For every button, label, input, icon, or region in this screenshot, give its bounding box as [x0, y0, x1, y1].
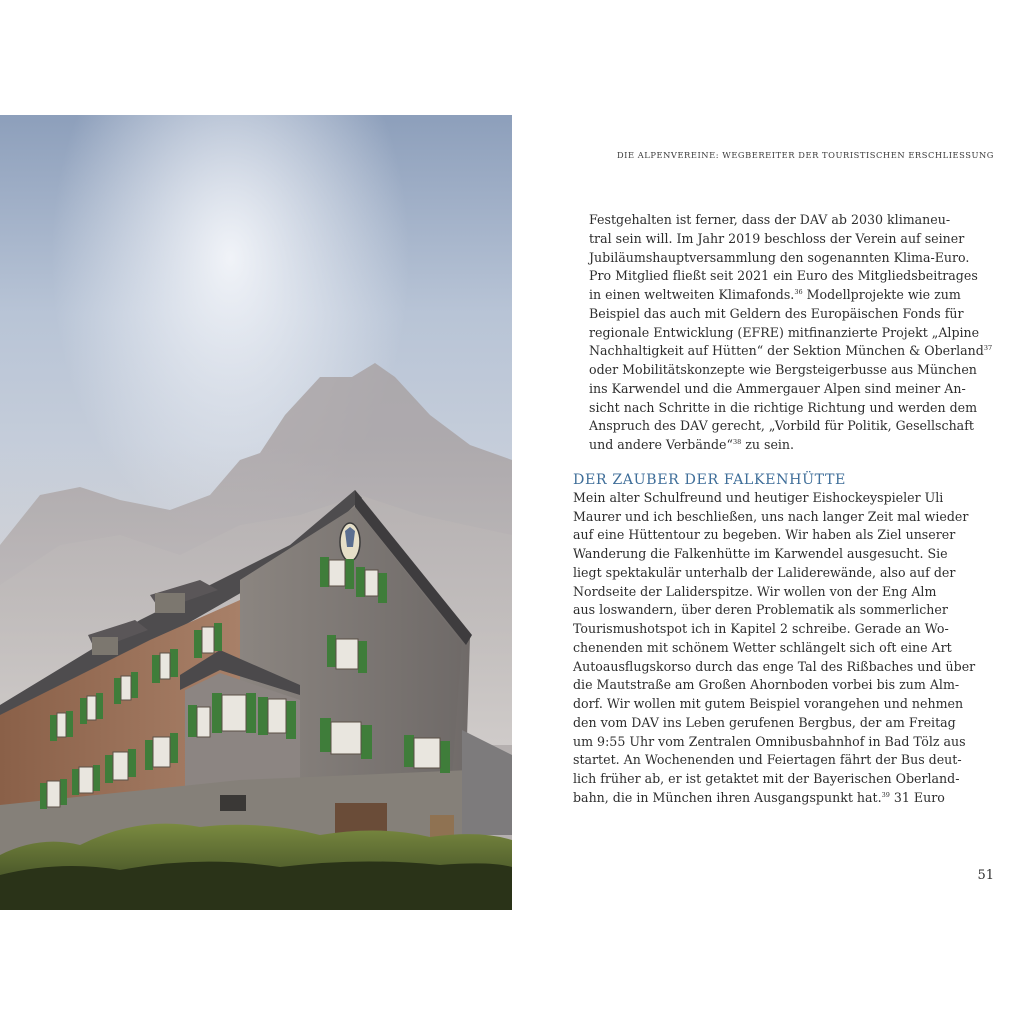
text-line — [573, 789, 945, 808]
footnote-ref-36[interactable]: 36 — [794, 288, 803, 296]
text-line: um 9:55 Uhr vom Zentralen Omnibusbahnhof in Bad Tölz aus — [573, 733, 966, 749]
footnote-ref-39[interactable]: 39 — [881, 790, 890, 799]
text-line — [573, 436, 928, 455]
text-line: Mein alter Schulfreund und heutiger Eishockeyspieler Uli — [573, 489, 944, 505]
mountain-hut-photo — [0, 115, 512, 910]
text-line: regionale Entwicklung (EFRE) mitfinanzierte Projekt „Alpine — [589, 324, 980, 340]
text-line: Jubiläumshauptversammlung den sogenannten Klima-Euro. — [589, 249, 970, 265]
text-line: Festgehalten ist ferner, dass der DAV ab 2030 klimaneu- — [589, 212, 951, 227]
text-line: oder Mobilitätskonzepte wie Bergsteigerbusse aus München — [589, 362, 977, 377]
section-heading: DER ZAUBER DER FALKENHÜTTE — [573, 471, 847, 488]
text-fragment: Modellprojekte wie zum — [802, 287, 961, 302]
text-line: Anspruch des DAV gerecht, „Vorbild für Politik, Gesellschaft — [589, 418, 974, 434]
text-fragment: und andere Verbände“ — [589, 437, 733, 452]
text-line: Autoausflugskorso durch das enge Tal des Rißbaches und über — [573, 658, 976, 674]
text-line: die Mautstraße am Großen Ahornboden vorbei bis zum Alm- — [573, 677, 960, 693]
text-fragment: Nachhaltigkeit auf Hütten“ der Sektion München & Oberland — [589, 343, 984, 359]
text-fragment: bahn, die in München ihren Ausgangspunkt hat. — [573, 789, 882, 805]
text-fragment: zu sein. — [741, 437, 795, 452]
text-line: startet. An Wochenenden und Feiertagen fährt der Bus deut- — [573, 752, 962, 768]
text-line: lich früher ab, er ist getaktet mit der Bayerischen Oberland- — [573, 771, 960, 786]
footnote-ref-37[interactable]: 37 — [983, 344, 993, 353]
text-line: ins Karwendel und die Ammergauer Alpen sind meiner An- — [589, 380, 966, 396]
running-head: DIE ALPENVEREINE: WEGBEREITER DER TOURISTISCHEN ERSCHLIESSUNG — [616, 150, 994, 160]
text-line — [573, 342, 993, 361]
text-line: den vom DAV ins Leben gerufenen Bergbus, der am Freitag — [573, 714, 956, 730]
text-line: Beispiel das auch mit Geldern des Europäischen Fonds für — [589, 305, 964, 321]
text-line: Maurer und ich beschließen, uns nach langer Zeit mal wieder — [573, 508, 969, 524]
text-line: aus loswandern, über deren Problematik als sommerlicher — [573, 602, 948, 618]
text-fragment: 31 Euro — [889, 789, 945, 805]
text-line: liegt spektakulär unterhalb der Laliderewände, also auf der — [573, 564, 956, 580]
text-line: Pro Mitglied fließt seit 2021 ein Euro des Mitgliedsbeitrages — [589, 268, 978, 284]
text-fragment: in einen weltweiten Klimafonds. — [589, 287, 795, 302]
paragraph — [573, 211, 993, 455]
text-line: Tourismushotspot ich in Kapitel 2 schreibe. Gerade an Wo- — [573, 621, 949, 636]
body-text — [573, 211, 993, 808]
page-number: 51 — [977, 868, 994, 883]
text-line: tral sein will. Im Jahr 2019 beschloss der Verein auf seiner — [589, 230, 965, 246]
text-line: auf eine Hüttentour zu begeben. Wir haben als Ziel unserer — [573, 527, 956, 543]
text-line: dorf. Wir wollen mit gutem Beispiel vorangehen und nehmen — [573, 696, 964, 711]
text-line: chenenden mit schönem Wetter schlängelt sich oft eine Art — [573, 639, 952, 655]
text-line: Nordseite der Laliderspitze. Wir wollen von der Eng Alm — [573, 583, 937, 599]
footnote-ref-38[interactable]: 38 — [732, 438, 742, 446]
paragraph — [573, 489, 976, 808]
text-line: sicht nach Schritte in die richtige Richtung und werden dem — [589, 399, 978, 415]
text-line — [573, 286, 961, 305]
text-line: Wanderung die Falkenhütte im Karwendel ausgesucht. Sie — [573, 546, 948, 561]
